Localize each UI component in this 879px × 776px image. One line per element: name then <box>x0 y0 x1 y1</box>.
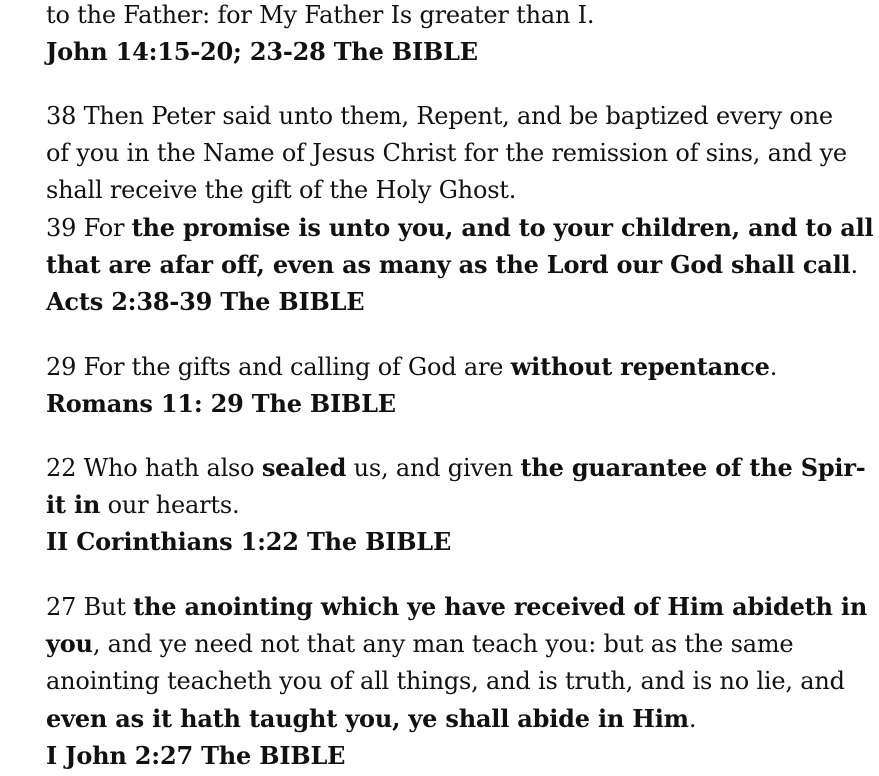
scripture-reference: Romans 11: 29 The BIBLE <box>46 389 396 419</box>
verse-emphasis: you <box>46 629 93 659</box>
verse-emphasis: the anointing which ye have received of Him abideth in <box>133 592 868 621</box>
scripture-reference: II Corinthians 1:22 The BIBLE <box>46 527 452 557</box>
verse-text: us, and given <box>346 454 521 482</box>
verse-emphasis: even as it hath taught you, ye shall abide in Him <box>46 703 689 733</box>
verse-text: . <box>688 704 697 733</box>
verse-line <box>46 213 873 243</box>
verse-text: our hearts. <box>100 491 240 520</box>
verse-line <box>46 592 867 622</box>
verse-text: 29 For the gifts and calling of God are <box>46 353 511 381</box>
verse-text: , and ye need not that any man teach you: but as the same <box>92 630 794 659</box>
verse-line <box>46 101 833 131</box>
verse-line <box>46 352 777 382</box>
scripture-reference: I John 2:27 The BIBLE <box>46 740 346 770</box>
verse-text: 38 Then Peter said unto them, Repent, and be baptized every one <box>46 102 833 130</box>
verse-line <box>46 250 858 280</box>
verse-line <box>46 0 594 30</box>
scripture-reference: Acts 2:38-39 The BIBLE <box>46 287 365 316</box>
verse-text: 39 For <box>46 213 132 242</box>
verse-line <box>46 453 866 483</box>
verse-text: . <box>850 250 858 279</box>
verse-emphasis: it in <box>46 490 101 520</box>
verse-emphasis: the guarantee of the Spir- <box>520 453 866 482</box>
verse-line <box>46 138 847 168</box>
verse-line <box>46 629 793 659</box>
verse-text: to the Father: for My Father Is greater than I. <box>46 1 595 29</box>
scripture-reference: John 14:15-20; 23-28 The BIBLE <box>46 37 478 67</box>
verse-emphasis: sealed <box>261 453 347 482</box>
verse-emphasis: without repentance <box>510 352 770 381</box>
verse-emphasis: that are afar off, even as many as the Lord our God shall call <box>46 249 851 279</box>
verse-text: shall receive the gift of the Holy Ghost. <box>46 176 517 205</box>
verse-text: 27 But <box>46 593 134 621</box>
verse-line <box>46 490 239 520</box>
verse-text: anointing teacheth you of all things, and is truth, and is no lie, and <box>46 667 845 696</box>
verse-line <box>46 175 516 205</box>
verse-line <box>46 666 845 696</box>
verse-emphasis: the promise is unto you, and to your children, and to all <box>131 212 874 242</box>
verse-text: of you in the Name of Jesus Christ for the remission of sins, and ye <box>46 139 847 168</box>
verse-text: 22 Who hath also <box>46 454 262 482</box>
verse-text: . <box>769 353 778 381</box>
verse-line <box>46 704 696 734</box>
